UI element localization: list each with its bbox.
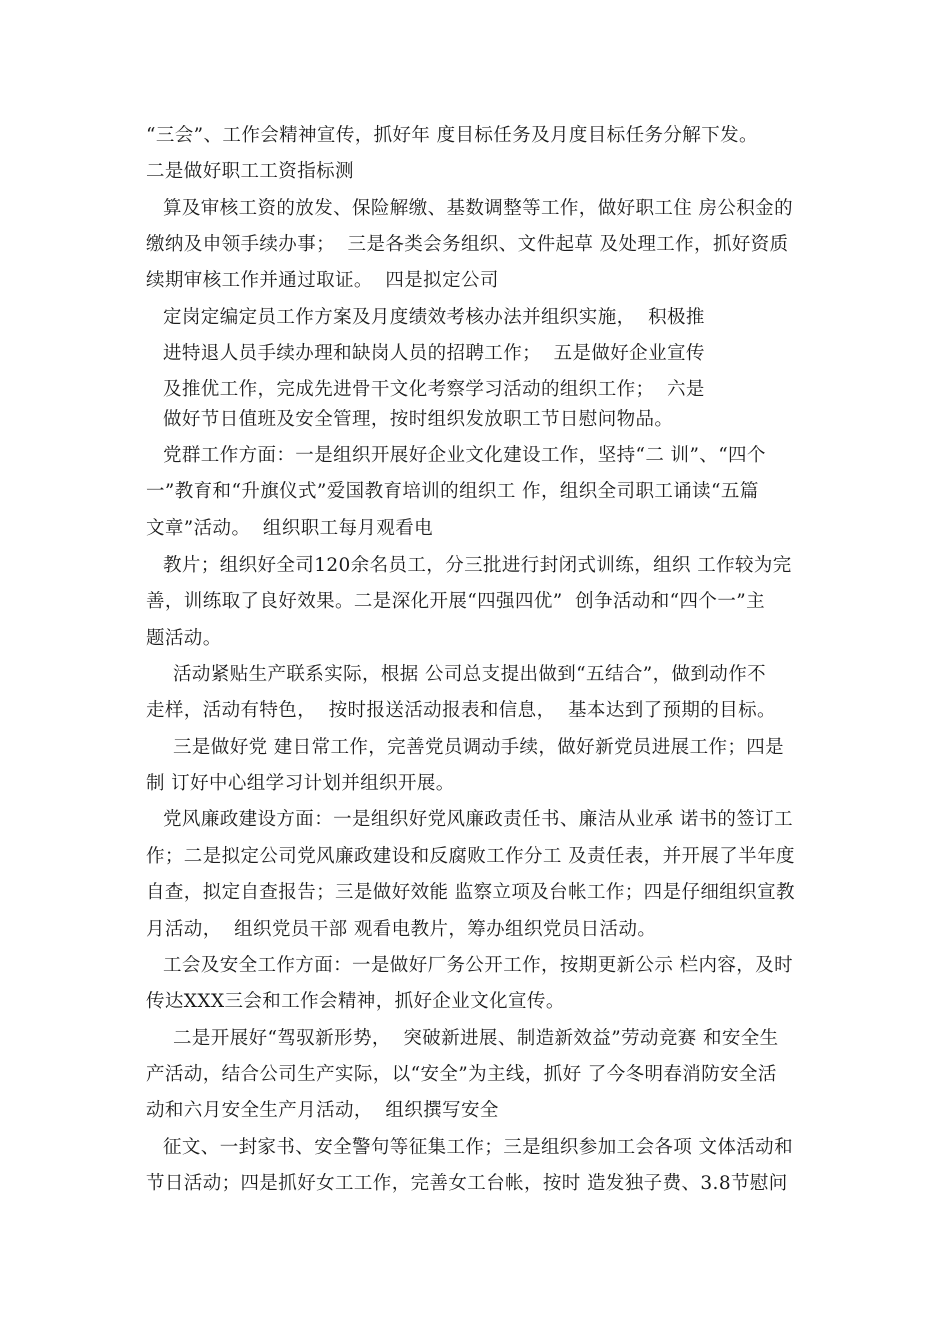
text-line: 二是做好职工工资指标测	[146, 161, 354, 182]
text-line: 续期审核工作并通过取证。 四是拟定公司	[146, 270, 499, 291]
text-line: 三是做好党 建日常工作，完善党员调动手续，做好新党员进展工作；四是	[173, 737, 785, 758]
text-line: 节日活动；四是抓好女工工作，完善女工台帐，按时 造发独子费、3.8节慰问	[146, 1173, 788, 1194]
text-line: 自查，拟定自查报告；三是做好效能 监察立项及台帐工作；四是仔细组织宣教	[146, 882, 795, 903]
text-line: 产活动，结合公司生产实际，以“安全”为主线，抓好 了今冬明春消防安全活	[146, 1064, 777, 1085]
text-line: 工会及安全工作方面：一是做好厂务公开工作，按期更新公示 栏内容，及时	[163, 955, 793, 976]
text-line: 制 订好中心组学习计划并组织开展。	[146, 773, 455, 794]
text-line: 走样，活动有特色， 按时报送活动报表和信息， 基本达到了预期的目标。	[146, 700, 776, 721]
text-line: 党群工作方面：一是组织开展好企业文化建设工作，坚持“二 训”、“四个	[163, 445, 766, 466]
text-line: 文章”活动。 组织职工每月观看电	[146, 518, 434, 539]
text-line: 教片；组织好全司120余名员工，分三批进行封闭式训练，组织 工作较为完	[163, 555, 792, 576]
text-line: 进特退人员手续办理和缺岗人员的招聘工作； 五是做好企业宣传	[163, 343, 705, 364]
text-line: 作；二是拟定公司党风廉政建设和反腐败工作分工 及责任表，并开展了半年度	[146, 846, 795, 867]
text-line: 缴纳及申领手续办事； 三是各类会务组织、文件起草 及处理工作，抓好资质	[146, 234, 789, 255]
text-line: 善，训练取了良好效果。二是深化开展“四强四优” 创争活动和“四个一”主	[146, 591, 765, 612]
text-line: 及推优工作，完成先进骨干文化考察学习活动的组织工作； 六是	[163, 379, 705, 400]
text-line: 征文、一封家书、安全警句等征集工作；三是组织参加工会各项 文体活动和	[163, 1137, 793, 1158]
text-line: 题活动。	[146, 628, 222, 649]
text-line: 一”教育和“升旗仪式”爱国教育培训的组织工 作，组织全司职工诵读“五篇	[146, 481, 759, 502]
text-line: 定岗定编定员工作方案及月度绩效考核办法并组织实施， 积极推	[163, 307, 705, 328]
text-line: 党风廉政建设方面：一是组织好党风廉政责任书、廉洁从业承 诺书的签订工	[163, 809, 793, 830]
text-line: 月活动， 组织党员干部 观看电教片，筹办组织党员日活动。	[146, 919, 657, 940]
text-line: 做好节日值班及安全管理，按时组织发放职工节日慰问物品。	[163, 409, 674, 430]
text-line: 活动紧贴生产联系实际，根据 公司总支提出做到“五结合”，做到动作不	[173, 664, 766, 685]
text-line: 动和六月安全生产月活动， 组织撰写安全	[146, 1100, 499, 1121]
text-line: 算及审核工资的放发、保险解缴、基数调整等工作，做好职工住 房公积金的	[163, 198, 793, 219]
text-line: “三会”、工作会精神宣传，抓好年 度目标任务及月度目标任务分解下发。	[146, 125, 758, 146]
text-line: 二是开展好“驾驭新形势， 突破新进展、制造新效益”劳动竞赛 和安全生	[173, 1028, 779, 1049]
text-line: 传达XXX三会和工作会精神，抓好企业文化宣传。	[146, 991, 565, 1012]
